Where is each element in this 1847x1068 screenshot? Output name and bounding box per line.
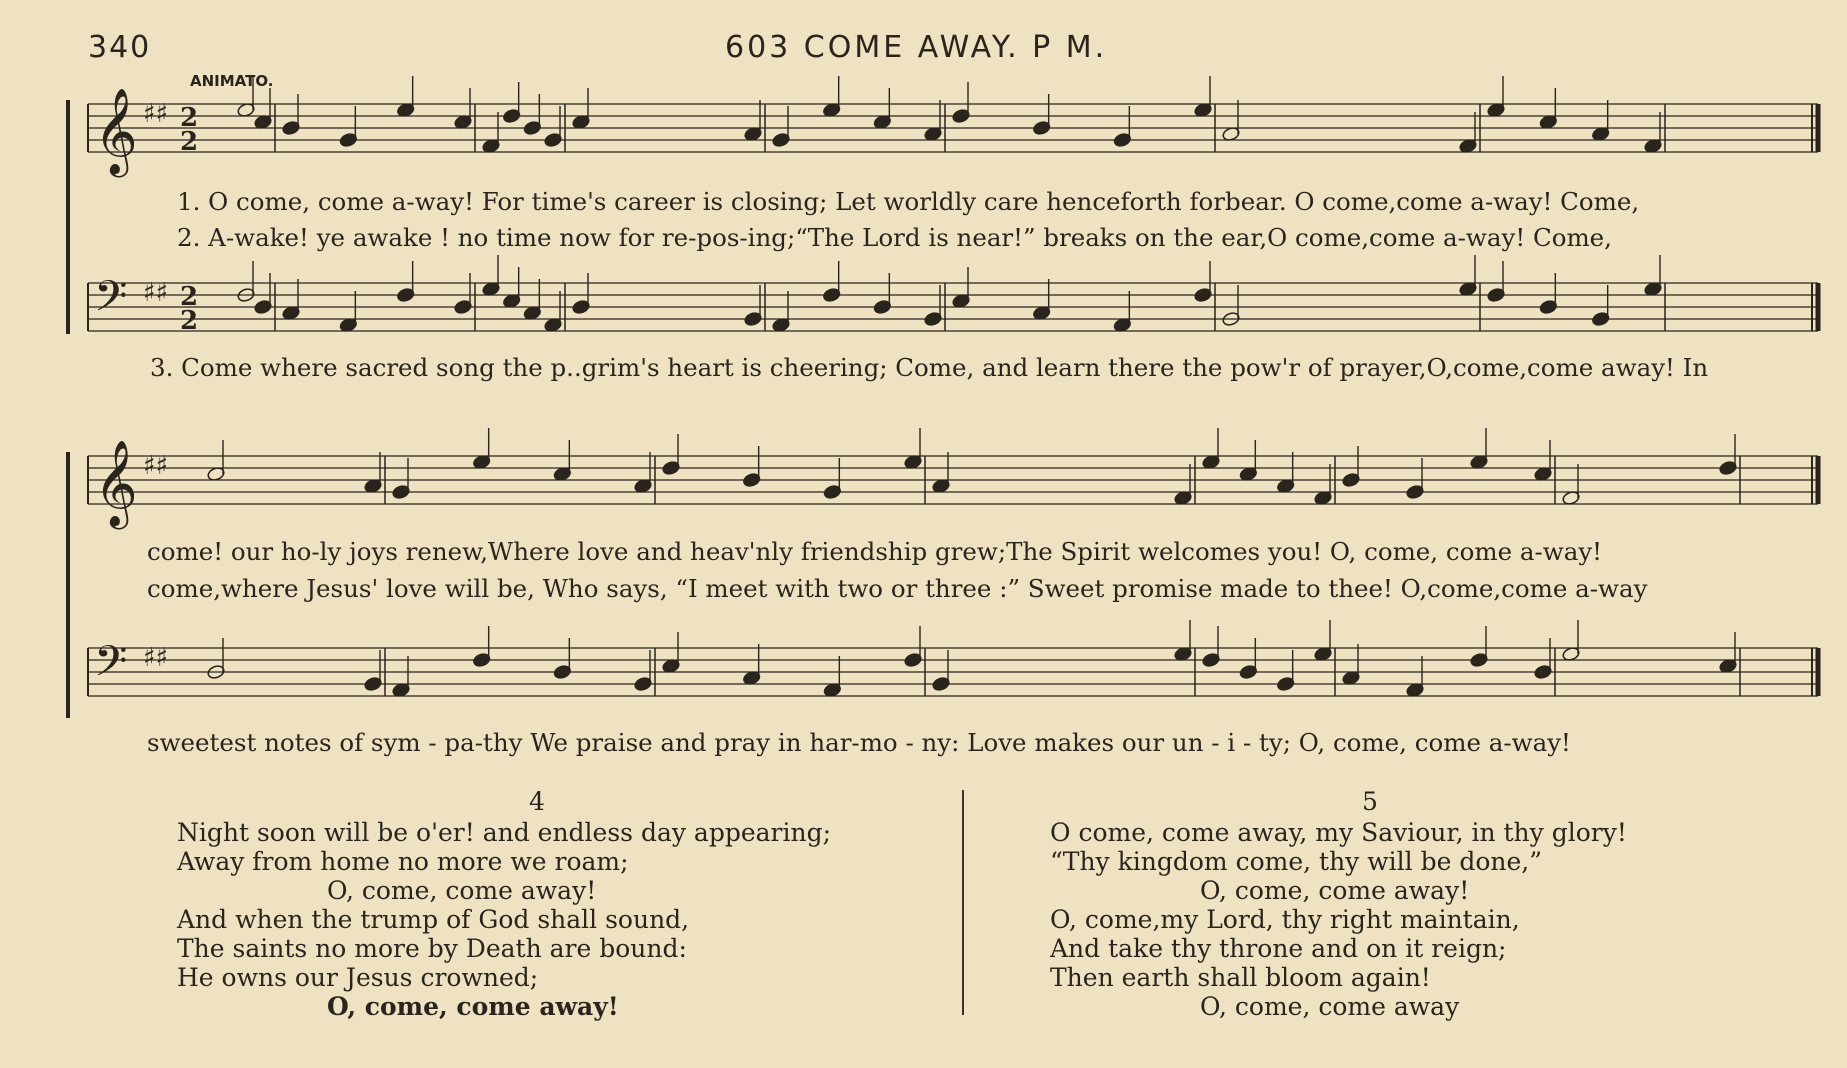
stanza-number: 5 <box>1362 787 1378 816</box>
stanza-line: Night soon will be o'er! and endless day appearing; <box>177 818 832 847</box>
key-signature: ♯♯ <box>143 278 169 308</box>
stanza-line: And take thy throne and on it reign; <box>1050 934 1507 963</box>
lyric-line-verse-1-cont: come! our ho-ly joys renew,Where love and heav'nly friendship grew;The Spirit welcomes you! O, come, come a-way! <box>147 537 1603 566</box>
page-number: 340 <box>88 30 152 65</box>
time-signature: 2 <box>180 127 199 157</box>
stanza-line: And when the trump of God shall sound, <box>177 905 690 934</box>
hymn-title: 603 COME AWAY. P M. <box>725 30 1108 65</box>
time-signature: 2 <box>180 282 199 312</box>
stanza-number: 4 <box>529 787 545 816</box>
lyric-line-verse-1: 1. O come, come a-way! For time's career is closing; Let worldly care henceforth forbear. O come,come a-way! Come, <box>177 187 1640 216</box>
stanza-5 <box>1050 787 1690 1021</box>
key-signature: ♯♯ <box>143 643 169 673</box>
treble-clef: 𝄞 <box>94 88 138 174</box>
stanza-line: Then earth shall bloom again! <box>1050 963 1431 992</box>
lyric-line-verse-3-cont: sweetest notes of sym - pa-thy We praise and pray in har-mo - ny: Love makes our un - i - ty; O, come, come a-way! <box>147 728 1571 757</box>
stanza-line: O, come, come away <box>1200 992 1460 1021</box>
stanza-line: He owns our Jesus crowned; <box>177 963 539 992</box>
bass-clef: 𝄢 <box>94 272 128 332</box>
column-divider <box>962 790 964 1015</box>
time-signature: 2 <box>180 306 199 336</box>
bass-clef: 𝄢 <box>94 637 128 697</box>
stanza-line: “Thy kingdom come, thy will be done,” <box>1050 847 1543 876</box>
stanza-4 <box>177 787 897 1021</box>
stanza-line: O come, come away, my Saviour, in thy glory! <box>1050 818 1627 847</box>
treble-clef: 𝄞 <box>94 440 138 526</box>
stanza-line: O, come, come away! <box>327 992 619 1021</box>
stanza-line: Away from home no more we roam; <box>177 847 629 876</box>
stanza-line: O, come,my Lord, thy right maintain, <box>1050 905 1520 934</box>
stanza-line: O, come, come away! <box>327 876 597 905</box>
tempo-marking: ANIMATO. <box>190 72 274 90</box>
key-signature: ♯♯ <box>143 99 169 129</box>
key-signature: ♯♯ <box>143 451 169 481</box>
stanza-line: O, come, come away! <box>1200 876 1470 905</box>
lyric-line-verse-3: 3. Come where sacred song the p..grim's heart is cheering; Come, and learn there the pow'r of prayer,O,come,come away! In <box>150 353 1709 382</box>
lyric-line-verse-2: 2. A-wake! ye awake ! no time now for re-pos-ing;“The Lord is near!” breaks on the ear,O come,come a-way! Come, <box>177 223 1612 252</box>
time-signature: 2 <box>180 103 199 133</box>
lyric-line-verse-2-cont: come,where Jesus' love will be, Who says, “I meet with two or three :” Sweet promise made to thee! O,come,come a-way <box>147 574 1648 603</box>
stanza-line: The saints no more by Death are bound: <box>177 934 687 963</box>
